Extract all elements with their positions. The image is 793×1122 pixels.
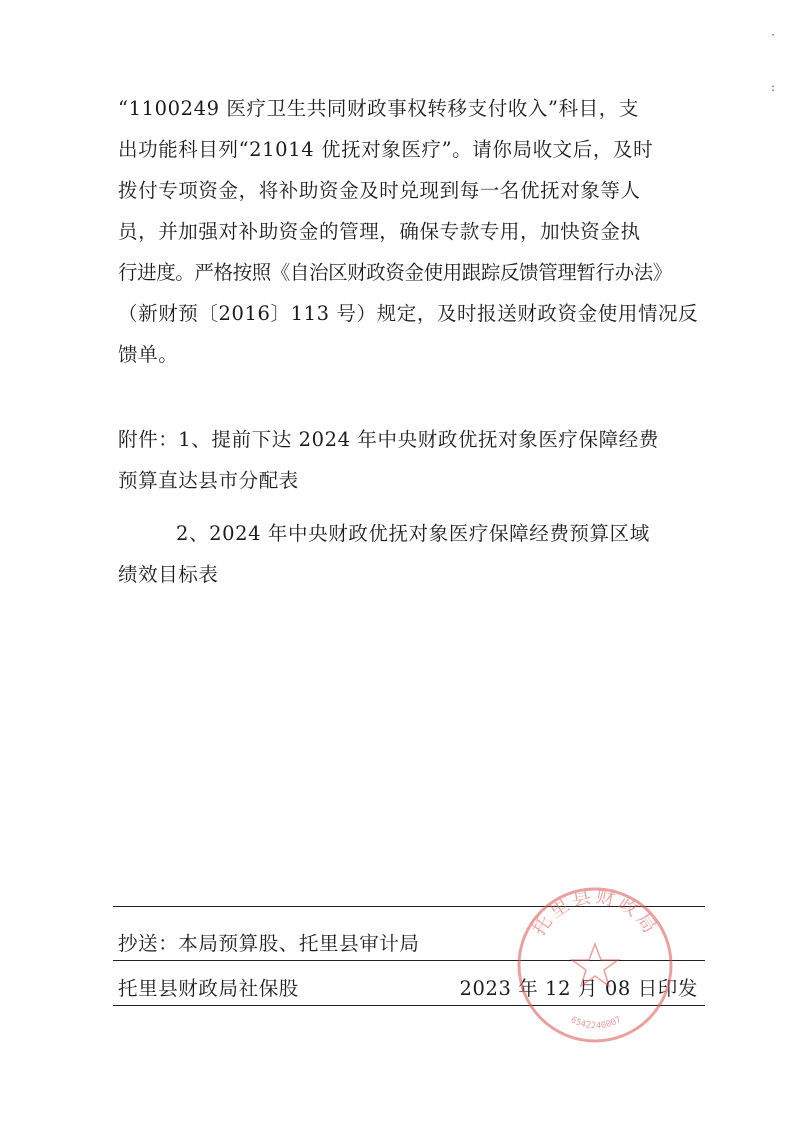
issue-line <box>118 973 698 1001</box>
issue-date: 2023 年 12 月 08 日印发 <box>459 977 698 1000</box>
seal-ring <box>519 889 671 1041</box>
body-line: 馈单。 <box>118 343 179 366</box>
footer-divider-bottom <box>113 1005 705 1006</box>
binding-mark-top: · <box>771 28 775 42</box>
attachment-1-line-2: 预算直达县市分配表 <box>118 469 299 492</box>
body-line: 员，并加强对补助资金的管理，确保专款专用，加快资金执 <box>118 220 641 243</box>
body-line: （新财预〔2016〕113 号）规定，及时报送财政资金使用情况反 <box>118 302 699 325</box>
seal-number: 6542240007 <box>568 1015 624 1032</box>
binding-marks <box>771 24 775 98</box>
body-line: 行进度。严格按照《自治区财政资金使用跟踪反馈管理暂行办法》 <box>118 261 672 284</box>
attachment-2-line-1: 2、2024 年中央财政优抚对象医疗保障经费预算区域 <box>176 522 650 545</box>
body-paragraph <box>118 88 699 375</box>
body-line: 出功能科目列“21014 优抚对象医疗”。请你局收文后，及时 <box>118 138 654 161</box>
body-line: 拨付专项资金，将补助资金及时兑现到每一名优抚对象等人 <box>118 179 641 202</box>
footer-divider-top <box>113 906 705 907</box>
binding-mark-bottom: : <box>770 80 775 94</box>
attachments-list <box>118 419 698 595</box>
issuer-text: 托里县财政局社保股 <box>118 977 299 1000</box>
body-line: “1100249 医疗卫生共同财政事权转移支付收入”科目，支 <box>118 97 639 120</box>
cc-text: 抄送：本局预算股、托里县审计局 <box>118 932 420 955</box>
seal-name: 托里县财政局 <box>527 885 663 940</box>
attachment-2-line-2: 绩效目标表 <box>118 563 219 586</box>
attachment-1-line-1: 附件：1、提前下达 2024 年中央财政优抚对象医疗保障经费 <box>118 428 659 451</box>
footer-divider-middle <box>113 960 705 961</box>
cc-line <box>118 928 698 956</box>
